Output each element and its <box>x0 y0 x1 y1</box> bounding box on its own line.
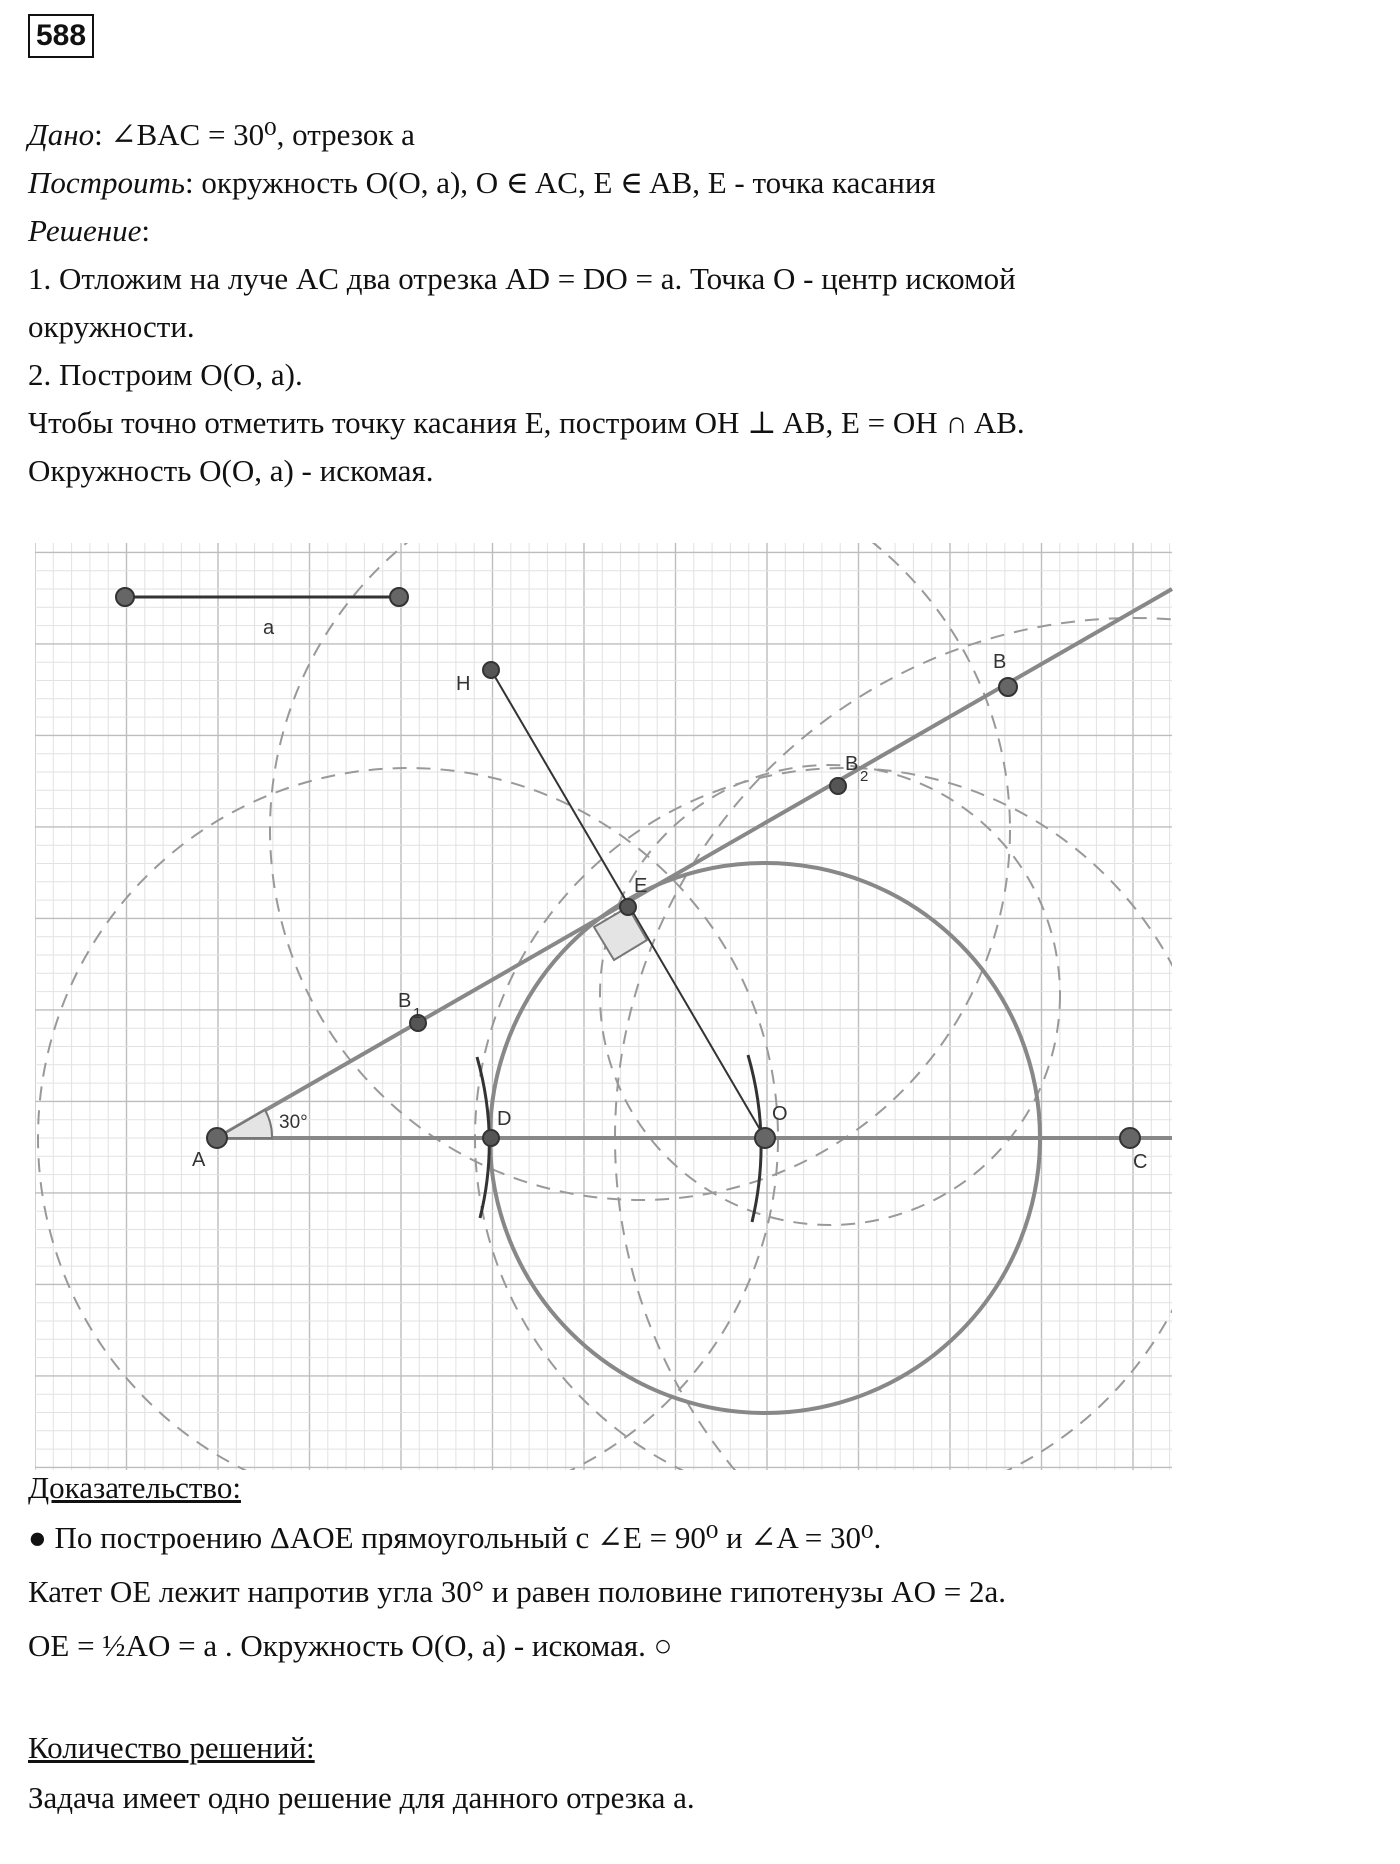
problem-number: 588 <box>28 14 94 58</box>
given-text: : ∠BAC = 30⁰, отрезок a <box>94 117 415 152</box>
proof-line-3: OE = ½AO = a . Окружность O(O, a) - искомая. ○ <box>28 1628 673 1663</box>
construct-line <box>28 163 936 203</box>
point-o <box>755 1128 775 1148</box>
step-3: Чтобы точно отметить точку касания E, построим OH ⊥ AB, E = OH ∩ AB. <box>28 405 1025 440</box>
point-a-right <box>390 588 408 606</box>
point-e <box>620 899 636 915</box>
step-4: Окружность O(O, a) - искомая. <box>28 453 434 488</box>
step-1: 1. Отложим на луче AC два отрезка AD = DO = a. Точка O - центр искомой <box>28 261 1016 296</box>
step-1-cont: окружности. <box>28 309 195 344</box>
label-b2-sub: 2 <box>860 768 869 785</box>
solution-line <box>28 211 150 251</box>
label-d: D <box>497 1108 512 1130</box>
label-angle: 30° <box>279 1112 308 1133</box>
count-heading: Количество решений: <box>28 1730 315 1765</box>
proof-heading: Доказательство: <box>28 1470 241 1505</box>
label-o: O <box>772 1103 788 1125</box>
point-b2 <box>830 778 846 794</box>
construct-label: Построить <box>28 165 186 200</box>
given-line <box>28 115 415 155</box>
solution-colon: : <box>141 213 150 248</box>
label-b: B <box>993 651 1007 673</box>
point-a-left <box>116 588 134 606</box>
proof-line-2: Катет OE лежит напротив угла 30° и равен половине гипотенузы AO = 2a. <box>28 1574 1006 1609</box>
label-e: E <box>634 875 648 897</box>
count-text: Задача имеет одно решение для данного отрезка a. <box>28 1780 695 1815</box>
point-h <box>483 662 499 678</box>
label-b2: B <box>845 753 859 775</box>
dashed-circle-big <box>615 618 1200 1470</box>
label-a-point: A <box>192 1149 206 1171</box>
label-c: C <box>1133 1151 1148 1173</box>
point-c <box>1120 1128 1140 1148</box>
step-2: 2. Построим O(O, a). <box>28 357 303 392</box>
label-b1: B <box>398 990 412 1012</box>
point-d <box>483 1130 499 1146</box>
solution-label: Решение <box>28 213 142 248</box>
label-b1-sub: 1 <box>413 1005 422 1022</box>
point-a <box>207 1128 227 1148</box>
construct-text: : окружность O(O, a), O ∈ AC, E ∈ AB, E - точка касания <box>185 165 936 200</box>
proof-line-1: ● По построению ΔAOE прямоугольный с ∠E = 90⁰ и ∠A = 30⁰. <box>28 1520 882 1555</box>
construction-figure <box>0 540 1200 1470</box>
point-b <box>999 678 1017 696</box>
label-a-segment: a <box>263 617 275 639</box>
given-label: Дано <box>28 117 95 152</box>
label-h: H <box>456 673 471 695</box>
